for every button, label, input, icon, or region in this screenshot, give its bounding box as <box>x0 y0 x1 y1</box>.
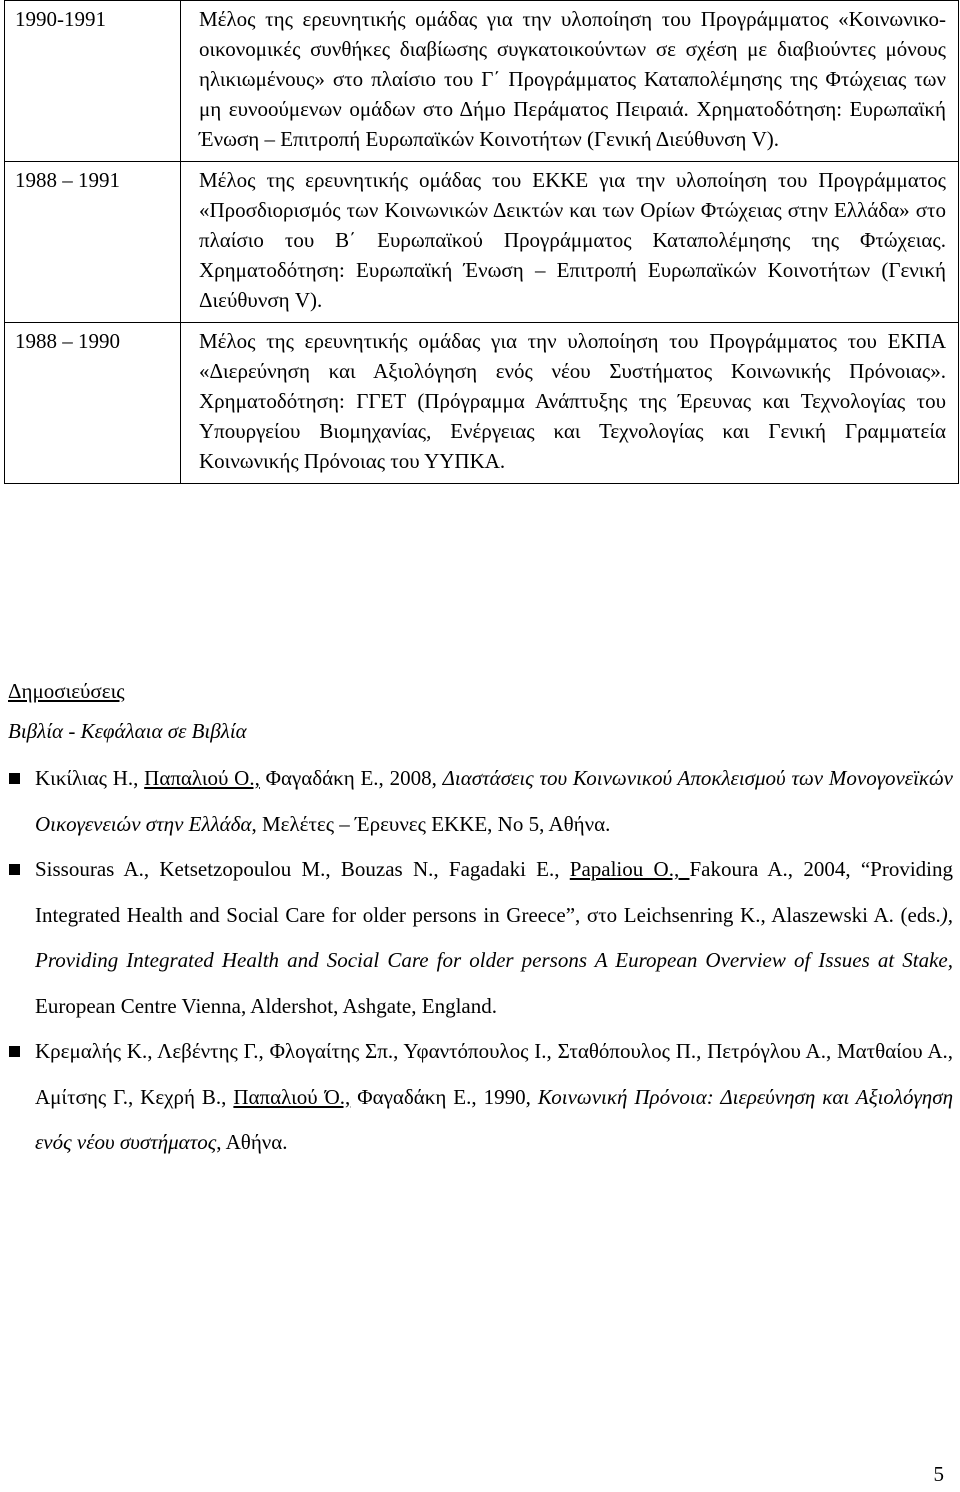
research-projects-table <box>4 0 959 484</box>
project-period: 1988 – 1991 <box>5 162 181 323</box>
square-bullet-icon <box>9 1046 20 1057</box>
list-item <box>0 756 953 847</box>
table-row <box>5 323 959 484</box>
pub-title: Κοινωνική Πρόνοια: Διερεύνηση και Αξιολόγηση ενός νέου συστήματος <box>35 1084 953 1154</box>
square-bullet-icon <box>9 773 20 784</box>
pub-authors: Sissouras A., Ketsetzopoulou M., Bouzas N., Fagadaki E., <box>35 857 570 881</box>
books-chapters-subheading: Βιβλία - Κεφάλαια σε Βιβλία <box>8 719 247 743</box>
pub-highlighted-author: Papaliou O., <box>569 857 690 881</box>
pub-authors: Κρεμαλής Κ., Λεβέντης Γ., Φλογαίτης Σπ., Υφαντόπουλος Ι., Σταθόπουλος Π., Πετρόγλου Α., Ματθαίου Α., Αμίτσης Γ., Κεχρή Β., <box>35 1039 953 1109</box>
publications-list <box>0 756 953 1166</box>
pub-highlighted-author: Παπαλιού Ο., <box>144 766 260 790</box>
pub-authors-year: Fakoura A., 2004, “Providing Integrated Health and Social Care for older persons in Greece”, στο Leichsenring K., Alaszewski A. (eds. <box>35 857 954 927</box>
pub-details: , Μελέτες – Έρευνες ΕΚΚΕ, Νο 5, Αθήνα. <box>251 811 611 836</box>
pub-authors: Κικίλιας Η., <box>35 766 145 790</box>
table-row <box>5 162 959 323</box>
table-row <box>5 1 959 162</box>
pub-title: ), Providing Integrated Health and Social Care for older persons A European Overview of Issues at Stake, <box>35 902 953 972</box>
list-item <box>0 1029 953 1166</box>
pub-authors-year: Φαγαδάκη Ε., 1990, <box>350 1084 538 1109</box>
square-bullet-icon <box>9 864 20 875</box>
pub-highlighted-author: Παπαλιού Ό., <box>233 1084 351 1109</box>
project-description: Μέλος της ερευνητικής ομάδας για την υλοποίηση του Προγράμματος «Κοινωνικο-οικονομικές συνθήκες διαβίωσης συγκατοικούντων σε σχέση με διαβιούντες μόνους ηλικιωμένους» στο πλαίσιο του Γ΄ Προγράμματος Καταπολέμησης της Φτώχειας των μη ευνοούμενων ομάδων στο Δήμο Περάματος Πειραιά. Χρηματοδότηση: Ευρωπαϊκή Ένωση – Επιτροπή Ευρωπαϊκών Κοινοτήτων (Γενική Διεύθυνση V). <box>181 1 959 162</box>
project-description: Μέλος της ερευνητικής ομάδας του ΕΚΚΕ για την υλοποίηση του Προγράμματος «Προσδιορισμός των Κοινωνικών Δεικτών και των Ορίων Φτώχειας στην Ελλάδα» στο πλαίσιο του Β΄ Ευρωπαϊκού Προγράμματος Καταπολέμησης της Φτώχειας. Χρηματοδότηση: Ευρωπαϊκή Ένωση – Επιτροπή Ευρωπαϊκών Κοινοτήτων (Γενική Διεύθυνση V). <box>181 162 959 323</box>
pub-details: , Αθήνα. <box>216 1130 288 1154</box>
project-period: 1990-1991 <box>5 1 181 162</box>
project-period: 1988 – 1990 <box>5 323 181 484</box>
pub-details: European Centre Vienna, Aldershot, Ashgate, England. <box>35 993 497 1018</box>
pub-title: Διαστάσεις του Κοινωνικού Αποκλεισμού των Μονογονεϊκών Οικογενειών στην Ελλάδα <box>35 766 953 836</box>
project-description: Μέλος της ερευνητικής ομάδας για την υλοποίηση του Προγράμματος του ΕΚΠΑ «Διερεύνηση και Αξιολόγηση ενός νέου Συστήματος Κοινωνικής Πρόνοιας». Χρηματοδότηση: ΓΓΕΤ (Πρόγραμμα Ανάπτυξης της Έρευνας και Τεχνολογίας του Υπουργείου Βιομηχανίας, Ενέργειας και Τεχνολογίας και Γενική Γραμματεία Κοινωνικής Πρόνοιας του ΥΥΠΚΑ. <box>181 323 959 484</box>
pub-authors-year: Φαγαδάκη Ε., 2008, <box>259 766 443 790</box>
list-item <box>0 847 953 1029</box>
publications-heading: Δημοσιεύσεις <box>8 679 125 703</box>
page-number: 5 <box>933 1462 944 1486</box>
